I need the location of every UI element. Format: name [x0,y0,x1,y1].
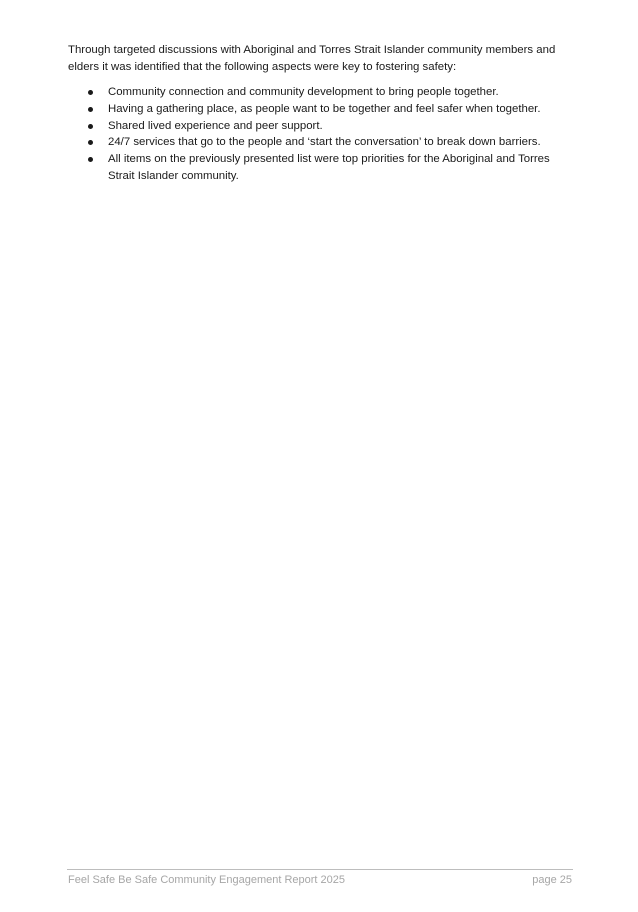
list-item [68,118,578,135]
bullet-icon [88,124,93,129]
list-item [68,134,578,151]
bullet-icon [88,140,93,145]
list-item [68,84,578,101]
bullet-icon [88,90,93,95]
list-item-text: Shared lived experience and peer support. [108,119,323,132]
list-item [68,151,578,185]
bullet-icon [88,157,93,162]
list-item [68,101,578,118]
list-item-text: Community connection and community development to bring people together. [108,86,499,98]
list-item-text: Having a gathering place, as people want to be together and feel safer when together. [108,102,541,115]
intro-paragraph: Through targeted discussions with Aboriginal and Torres Strait Islander community members and elders it was identified that the following aspects were key to fostering safety: [68,44,556,73]
bullet-icon [88,107,93,112]
footer-page-number: page 25 [532,874,572,886]
footer-report-title: Feel Safe Be Safe Community Engagement Report 2025 [68,874,345,886]
list-item-text: 24/7 services that go to the people and ‘start the conversation’ to break down barriers. [108,136,541,149]
safety-aspects-list [68,84,578,185]
list-item-text: All items on the previously presented list were top priorities for the Aboriginal and Torres Strait Islander community. [108,153,550,182]
footer-divider [67,869,573,870]
